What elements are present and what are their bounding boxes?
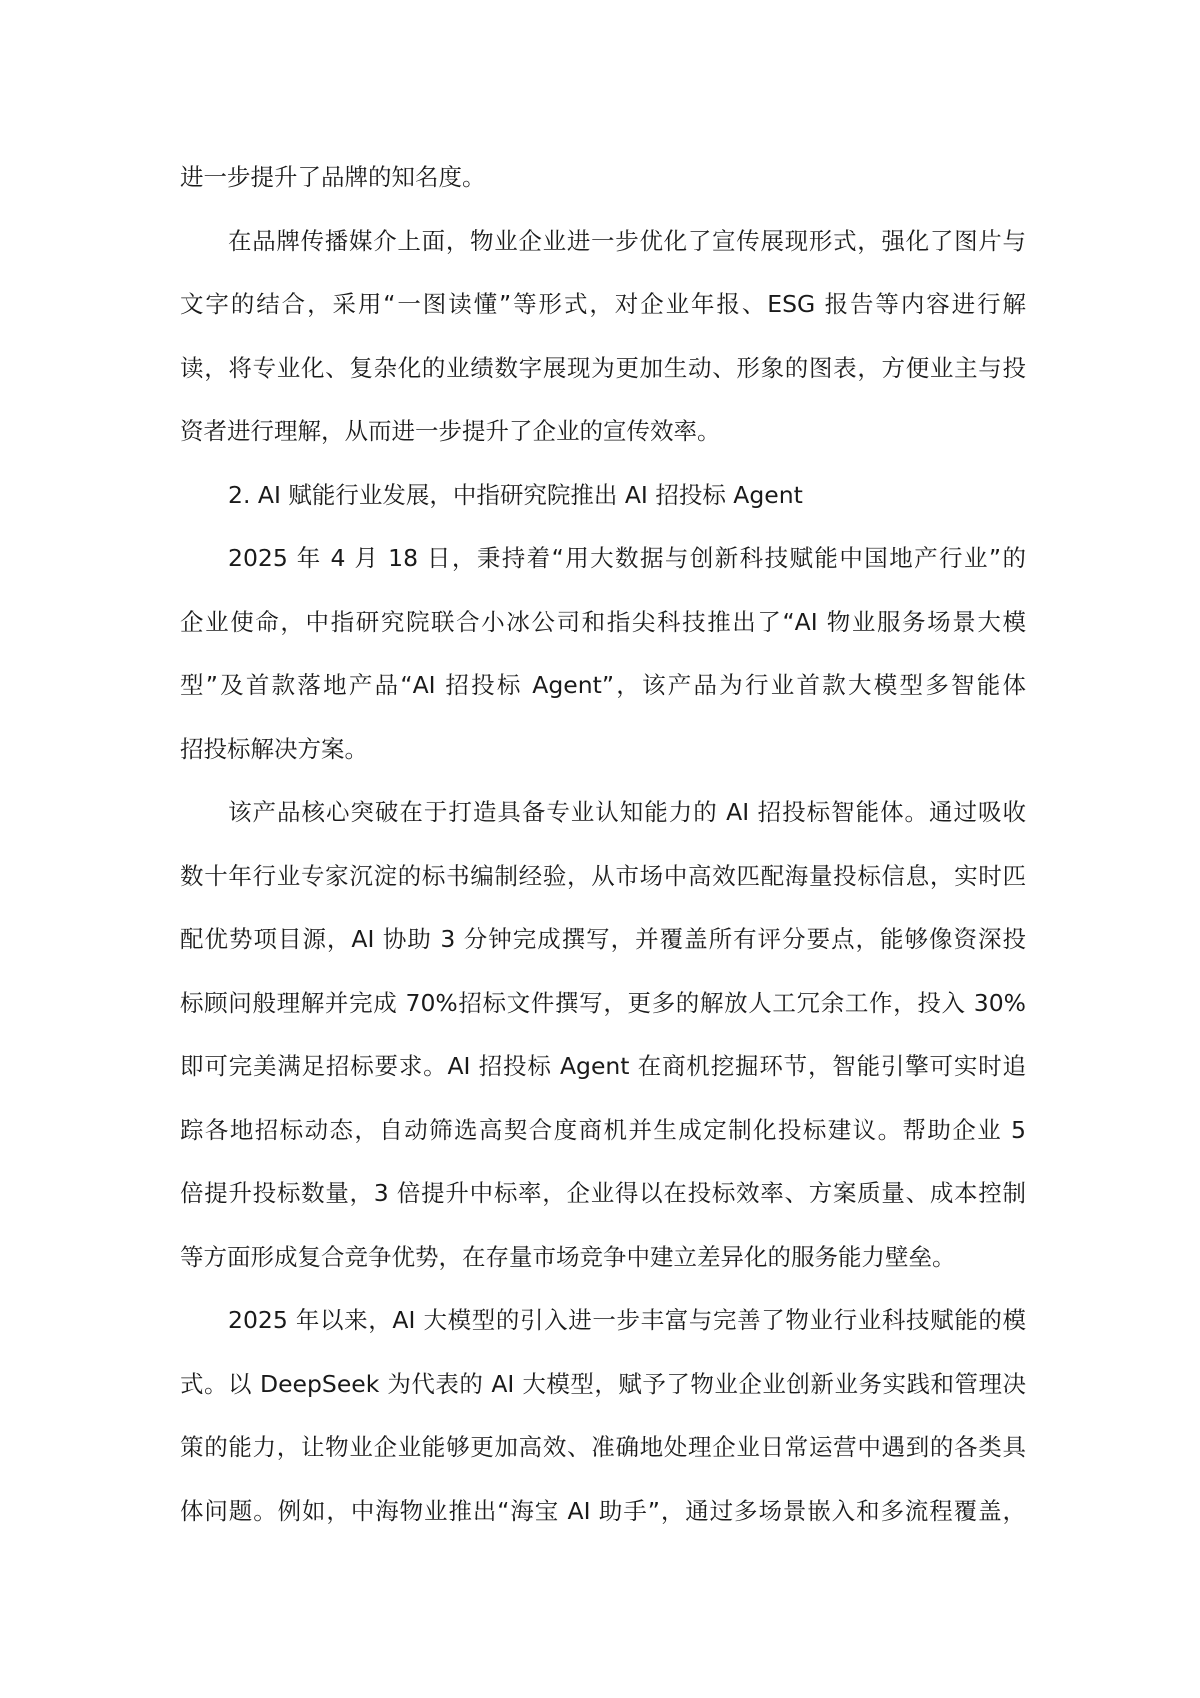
- text-line: 型”及首款落地产品“AI 招投标 Agent”，该产品为行业首款大模型多智能体: [180, 671, 1026, 699]
- text-line: 倍提升投标数量，3 倍提升中标率，企业得以在投标效率、方案质量、成本控制: [180, 1179, 1026, 1207]
- text-line: 标顾问般理解并完成 70%招标文件撰写，更多的解放人工冗余工作，投入 30%: [180, 988, 1026, 1017]
- text-line: 2025 年 4 月 18 日，秉持着“用大数据与创新科技赋能中国地产行业”的: [228, 544, 1026, 572]
- document-page: [180, 146, 1026, 1543]
- text-line: 资者进行理解，从而进一步提升了企业的宣传效率。: [180, 417, 721, 445]
- paragraph-launch: [180, 527, 1026, 781]
- text-line: 该产品核心突破在于打造具备专业认知能力的 AI 招投标智能体。通过吸收: [228, 798, 1026, 826]
- text-line: 体问题。例如，中海物业推出“海宝 AI 助手”，通过多场景嵌入和多流程覆盖，: [180, 1496, 1026, 1525]
- paragraph-ai-models: [180, 1289, 1026, 1543]
- text-line: 配优势项目源，AI 协助 3 分钟完成撰写，并覆盖所有评分要点，能够像资深投: [180, 925, 1026, 953]
- paragraph-continuation: [180, 146, 1026, 210]
- section-heading: [180, 464, 1026, 528]
- heading-text: 2. AI 赋能行业发展，中指研究院推出 AI 招投标 Agent: [228, 480, 803, 509]
- text-line: 策的能力，让物业企业能够更加高效、准确地处理企业日常运营中遇到的各类具: [180, 1433, 1026, 1461]
- text-line: 等方面形成复合竞争优势，在存量市场竞争中建立差异化的服务能力壁垒。: [180, 1242, 956, 1271]
- paragraph-product-core: [180, 781, 1026, 1289]
- text-line: 式。以 DeepSeek 为代表的 AI 大模型，赋予了物业企业创新业务实践和管理决: [180, 1369, 1026, 1398]
- text-line: 进一步提升了品牌的知名度。: [180, 163, 486, 191]
- text-line: 招投标解决方案。: [180, 734, 368, 763]
- text-line: 在品牌传播媒介上面，物业企业进一步优化了宣传展现形式，强化了图片与: [228, 226, 1026, 255]
- text-line: 企业使命，中指研究院联合小冰公司和指尖科技推出了“AI 物业服务场景大模: [180, 607, 1026, 636]
- text-line: 即可完美满足招标要求。AI 招投标 Agent 在商机挖掘环节，智能引擎可实时追: [180, 1052, 1026, 1080]
- text-line: 踪各地招标动态，自动筛选高契合度商机并生成定制化投标建议。帮助企业 5: [180, 1115, 1026, 1144]
- text-line: 文字的结合，采用“一图读懂”等形式，对企业年报、ESG 报告等内容进行解: [180, 290, 1026, 318]
- text-line: 数十年行业专家沉淀的标书编制经验，从市场中高效匹配海量投标信息，实时匹: [180, 861, 1026, 890]
- paragraph-brand-media: [180, 210, 1026, 464]
- text-line: 2025 年以来，AI 大模型的引入进一步丰富与完善了物业行业科技赋能的模: [228, 1306, 1026, 1334]
- text-line: 读，将专业化、复杂化的业绩数字展现为更加生动、形象的图表，方便业主与投: [180, 353, 1026, 382]
